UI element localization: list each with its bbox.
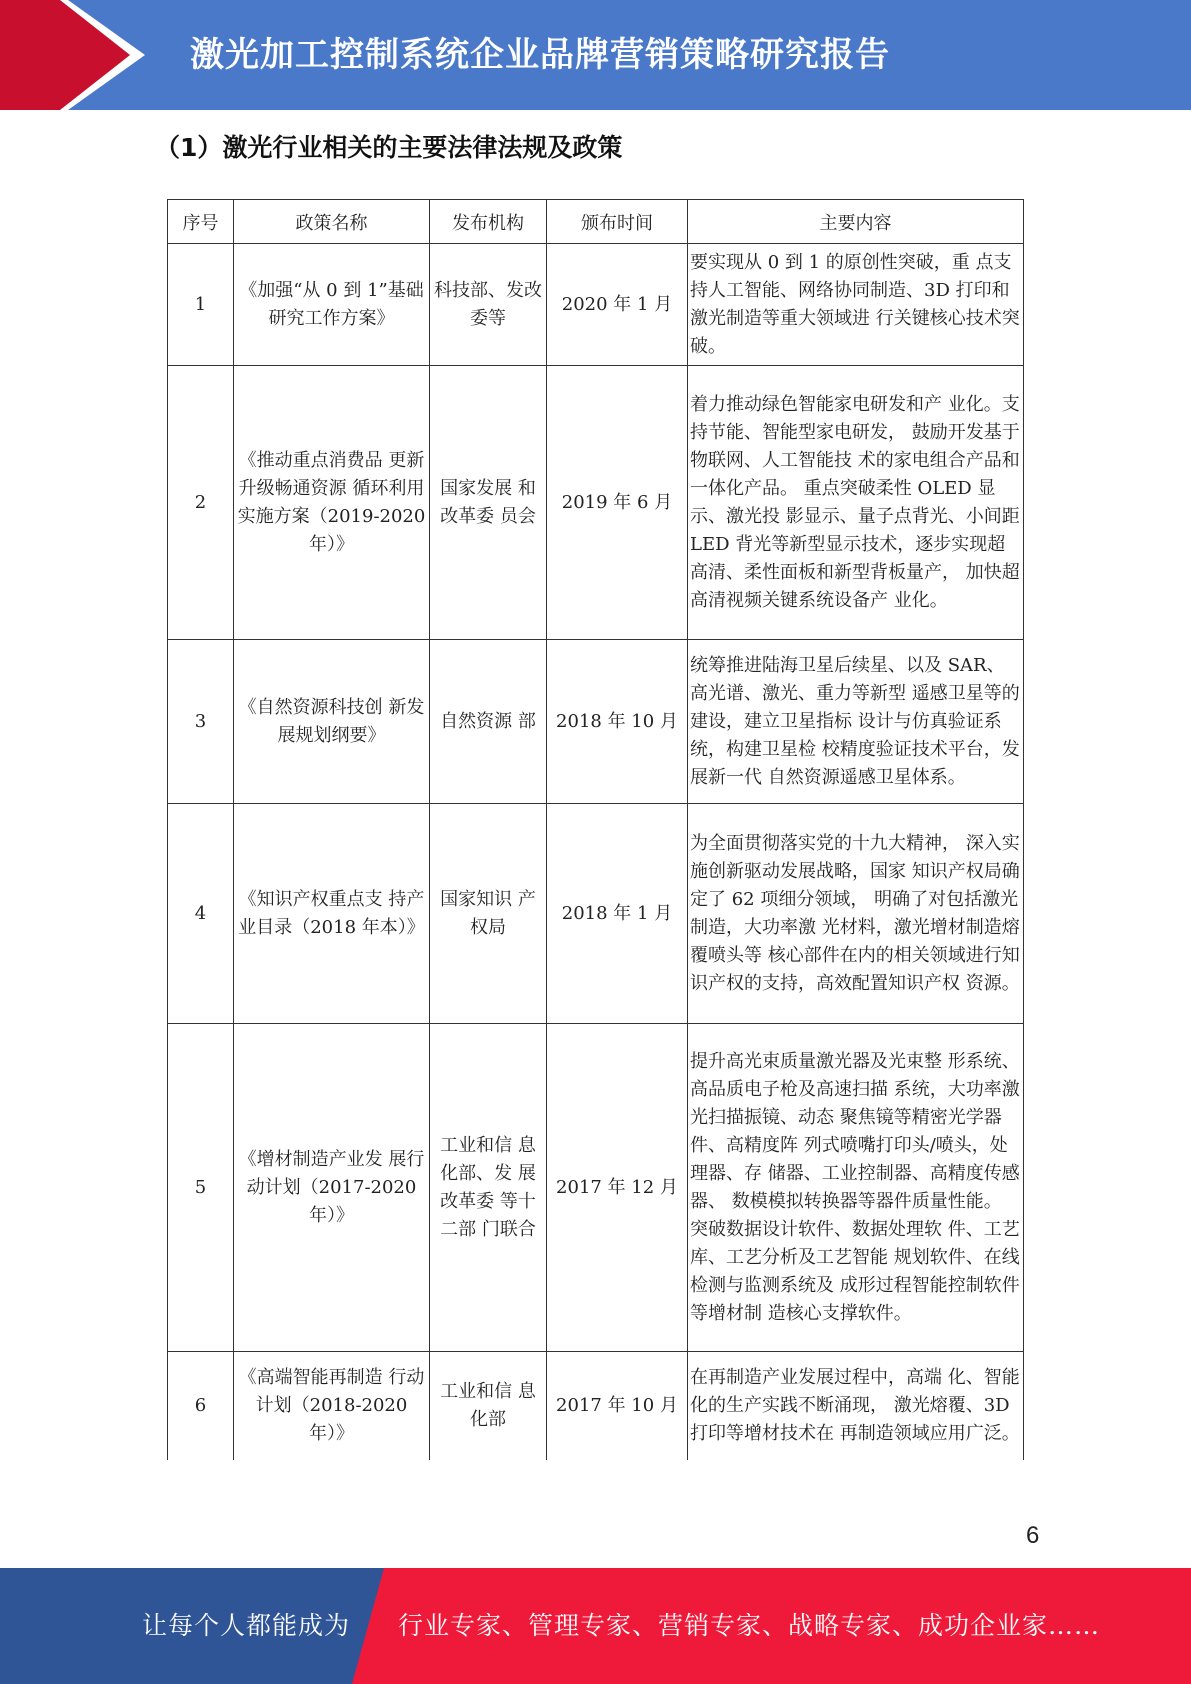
page-number: 6 bbox=[1026, 1522, 1040, 1549]
cell-no: 2 bbox=[168, 366, 234, 640]
cell-content: 为全面贯彻落实党的十九大精神， 深入实施创新驱动发展战略，国家 知识产权局确定了 62 项细分领域， 明确了对包括激光制造，大功率激 光材料，激光增材制造熔覆喷头等 核心部件在内的相关领域进行知 识产权的支持，高效配置知识产权 资源。 bbox=[688, 804, 1024, 1024]
header-no: 序号 bbox=[168, 200, 234, 244]
cell-date: 2017 年 12 月 bbox=[547, 1024, 688, 1352]
cell-date: 2019 年 6 月 bbox=[547, 366, 688, 640]
report-footer bbox=[0, 1568, 1191, 1684]
cell-policy-name: 《加强“从 0 到 1”基础研究工作方案》 bbox=[234, 244, 430, 366]
cell-date: 2020 年 1 月 bbox=[547, 244, 688, 366]
cell-no: 5 bbox=[168, 1024, 234, 1352]
footer-slogan-left: 让每个人都能成为 bbox=[142, 1611, 351, 1640]
cell-issuer: 国家知识 产权局 bbox=[430, 804, 547, 1024]
table-row bbox=[168, 804, 1024, 1024]
table-row bbox=[168, 244, 1024, 366]
table-row bbox=[168, 1024, 1024, 1352]
footer-slogan-right: 行业专家、管理专家、营销专家、战略专家、成功企业家…… bbox=[398, 1611, 1101, 1640]
header-arrow-decoration bbox=[0, 0, 150, 110]
cell-no: 6 bbox=[168, 1352, 234, 1460]
cell-issuer: 国家发展 和改革委 员会 bbox=[430, 366, 547, 640]
header-date: 颁布时间 bbox=[547, 200, 688, 244]
header-issuer: 发布机构 bbox=[430, 200, 547, 244]
policy-table bbox=[167, 199, 1024, 1460]
cell-content: 要实现从 0 到 1 的原创性突破，重 点支持人工智能、网络协同制造、3D 打印和激光制造等重大领域进 行关键核心技术突破。 bbox=[688, 244, 1024, 366]
cell-policy-name: 《推动重点消费品 更新升级畅通资源 循环利用实施方案（2019-2020 年）》 bbox=[234, 366, 430, 640]
table-row bbox=[168, 1352, 1024, 1460]
cell-policy-name: 《高端智能再制造 行动计划（2018-2020 年）》 bbox=[234, 1352, 430, 1460]
cell-issuer: 自然资源 部 bbox=[430, 640, 547, 804]
table-row bbox=[168, 640, 1024, 804]
cell-content: 统筹推进陆海卫星后续星、以及 SAR、高光谱、激光、重力等新型 遥感卫星等的建设，建立卫星指标 设计与仿真验证系统，构建卫星检 校精度验证技术平台，发展新一代 自然资源遥感卫星体系。 bbox=[688, 640, 1024, 804]
cell-date: 2018 年 1 月 bbox=[547, 804, 688, 1024]
cell-date: 2018 年 10 月 bbox=[547, 640, 688, 804]
report-header bbox=[0, 0, 1191, 110]
cell-issuer: 工业和信 息化部 bbox=[430, 1352, 547, 1460]
cell-no: 4 bbox=[168, 804, 234, 1024]
cell-content: 在再制造产业发展过程中，高端 化、智能化的生产实践不断涌现， 激光熔覆、3D 打印等增材技术在 再制造领域应用广泛。 bbox=[688, 1352, 1024, 1460]
cell-issuer: 科技部、发改委等 bbox=[430, 244, 547, 366]
cell-content: 提升高光束质量激光器及光束整 形系统、高品质电子枪及高速扫描 系统，大功率激光扫描振镜、动态 聚焦镜等精密光学器件、高精度阵 列式喷嘴打印头/喷头，处理器、存 储器、工业控制器、高精度传感器、 数模模拟转换器等器件质量性能。 突破数据设计软件、数据处理软 件、工艺库、工艺分析及工艺智能 规划软件、在线检测与监测系统及 成形过程智能控制软件等增材制 造核心支撑软件。 bbox=[688, 1024, 1024, 1352]
cell-no: 3 bbox=[168, 640, 234, 804]
cell-issuer: 工业和信 息化部、发 展改革委 等十二部 门联合 bbox=[430, 1024, 547, 1352]
table-header-row bbox=[168, 200, 1024, 244]
cell-content: 着力推动绿色智能家电研发和产 业化。支持节能、智能型家电研发， 鼓励开发基于物联网、人工智能技 术的家电组合产品和一体化产品。 重点突破柔性 OLED 显示、激光投 影显示、量子点背光、小间距 LED 背光等新型显示技术，逐步实现超 高清、柔性面板和新型背板量产， 加快超高清视频关键系统设备产 业化。 bbox=[688, 366, 1024, 640]
cell-date: 2017 年 10 月 bbox=[547, 1352, 688, 1460]
section-heading: （1）激光行业相关的主要法律法规及政策 bbox=[155, 133, 623, 162]
cell-policy-name: 《增材制造产业发 展行动计划（2017-2020 年）》 bbox=[234, 1024, 430, 1352]
cell-policy-name: 《知识产权重点支 持产业目录（2018 年本）》 bbox=[234, 804, 430, 1024]
header-content: 主要内容 bbox=[688, 200, 1024, 244]
table-row bbox=[168, 366, 1024, 640]
cell-no: 1 bbox=[168, 244, 234, 366]
report-title: 激光加工控制系统企业品牌营销策略研究报告 bbox=[190, 35, 890, 75]
cell-policy-name: 《自然资源科技创 新发展规划纲要》 bbox=[234, 640, 430, 804]
header-policy-name: 政策名称 bbox=[234, 200, 430, 244]
